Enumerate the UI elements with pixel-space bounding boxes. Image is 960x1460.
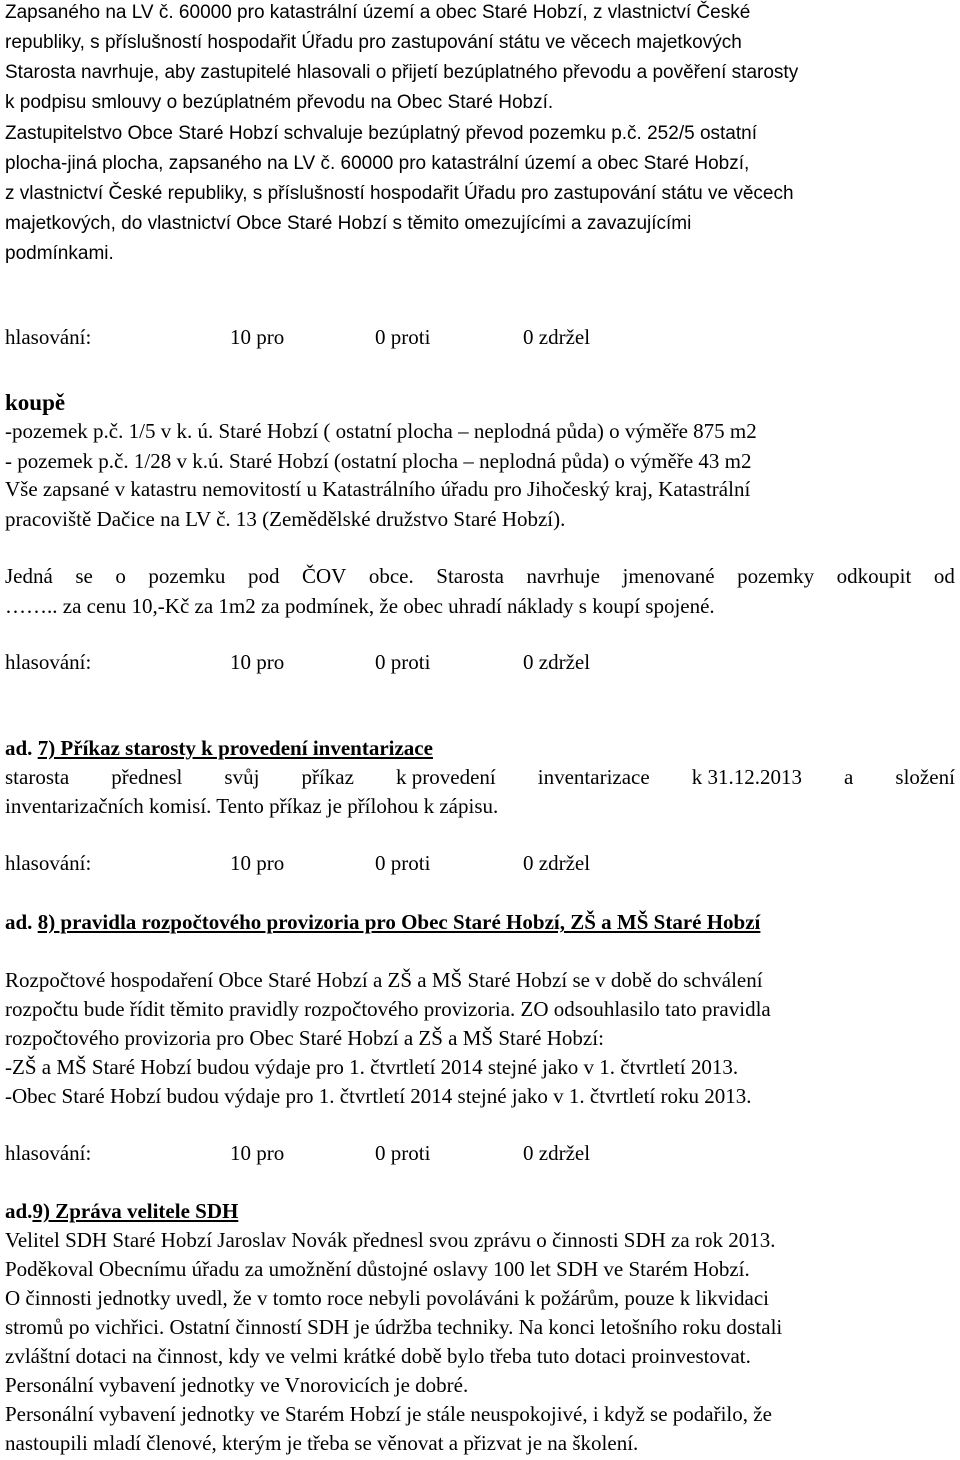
- ad9-line: Personální vybavení jednotky ve Vnorovicích je dobré.: [5, 1373, 469, 1397]
- vote-pro: 10 pro: [230, 851, 285, 875]
- vote-proti: 0 proti: [375, 650, 431, 674]
- section-prefix: ad.: [5, 736, 38, 760]
- koupe-paragraph-line: [5, 566, 955, 587]
- section-heading-ad9: [5, 1201, 238, 1222]
- ad7-line: [5, 767, 955, 788]
- word: odkoupit: [836, 564, 912, 588]
- word: svůj: [224, 765, 260, 789]
- koupe-line: Vše zapsané v katastru nemovitostí u Katastrálního úřadu pro Jihočeský kraj, Katastrální: [5, 477, 751, 501]
- section-heading-ad7: [5, 738, 433, 759]
- word: Starosta: [436, 564, 504, 588]
- ad9-line: Velitel SDH Staré Hobzí Jaroslav Novák přednesl svou zprávu o činnosti SDH za rok 2013.: [5, 1228, 776, 1252]
- section-title: 8) pravidla rozpočtového provizoria pro Obec Staré Hobzí, ZŠ a MŠ Staré Hobzí: [37, 910, 761, 934]
- intro-line: k podpisu smlouvy o bezúplatném převodu na Obec Staré Hobzí.: [5, 92, 554, 113]
- section-prefix: ad.: [5, 1199, 33, 1223]
- word: k provedení: [396, 765, 496, 789]
- word: přednesl: [111, 765, 183, 789]
- vote-proti: 0 proti: [375, 851, 431, 875]
- vote-pro: 10 pro: [230, 325, 285, 349]
- ad9-line: Personální vybavení jednotky ve Starém Hobzí je stále neuspokojivé, i když se podařilo, že: [5, 1402, 772, 1426]
- vote-label: hlasování:: [5, 325, 92, 349]
- word: pod: [247, 564, 280, 588]
- intro-line: republiky, s příslušností hospodařit Úřadu pro zastupování státu ve věcech majetkových: [5, 32, 742, 53]
- vote-proti: 0 proti: [375, 325, 431, 349]
- ad9-line: stromů po vichřici. Ostatní činností SDH je údržba techniky. Na konci letošního roku dostali: [5, 1315, 783, 1339]
- word: inventarizace: [537, 765, 650, 789]
- word: příkaz: [301, 765, 354, 789]
- section-title: 9) Zpráva velitele SDH: [32, 1199, 239, 1223]
- word: k 31.12.2013: [691, 765, 802, 789]
- vote-zdrzel: 0 zdržel: [523, 851, 591, 875]
- word: se: [75, 564, 93, 588]
- intro-line: Starosta navrhuje, aby zastupitelé hlasovali o přijetí bezúplatného převodu a pověření starosty: [5, 62, 799, 83]
- intro-line: podmínkami.: [5, 243, 114, 264]
- ad8-line: -ZŠ a MŠ Staré Hobzí budou výdaje pro 1. čtvrtletí 2014 stejné jako v 1. čtvrtletí 2013.: [5, 1055, 739, 1079]
- word: ČOV: [301, 564, 347, 588]
- vote-proti: 0 proti: [375, 1141, 431, 1165]
- koupe-line: - pozemek p.č. 1/28 v k.ú. Staré Hobzí (ostatní plocha – neplodná půda) o výměře 43 m2: [5, 449, 752, 473]
- section-prefix: ad.: [5, 910, 38, 934]
- word: složení: [895, 765, 955, 789]
- vote-zdrzel: 0 zdržel: [523, 1141, 591, 1165]
- vote-label: hlasování:: [5, 650, 92, 674]
- ad9-line: O činnosti jednotky uvedl, že v tomto roce nebyli povoláváni k požárům, pouze k likvidaci: [5, 1286, 769, 1310]
- ad9-line: zvláštní dotaci na činnost, kdy ve velmi krátké době bylo třeba tuto dotaci proinvestovat.: [5, 1344, 751, 1368]
- word: navrhuje: [526, 564, 600, 588]
- vote-label: hlasování:: [5, 1141, 92, 1165]
- word: a: [844, 765, 854, 789]
- intro-line: Zastupitelstvo Obce Staré Hobzí schvaluje bezúplatný převod pozemku p.č. 252/5 ostatní: [5, 123, 757, 144]
- intro-line: plocha-jiná plocha, zapsaného na LV č. 60000 pro katastrální území a obec Staré Hobzí,: [5, 153, 750, 174]
- ad9-line: Poděkoval Obecnímu úřadu za umožnění důstojné oslavy 100 let SDH ve Starém Hobzí.: [5, 1257, 750, 1281]
- vote-zdrzel: 0 zdržel: [523, 650, 591, 674]
- word: pozemky: [737, 564, 815, 588]
- word: od: [933, 564, 955, 588]
- ad8-line: -Obec Staré Hobzí budou výdaje pro 1. čtvrtletí 2014 stejné jako v 1. čtvrtletí roku 2013.: [5, 1084, 752, 1108]
- ad8-line: rozpočtového provizoria pro Obec Staré Hobzí a ZŠ a MŠ Staré Hobzí:: [5, 1026, 604, 1050]
- ad8-line: Rozpočtové hospodaření Obce Staré Hobzí a ZŠ a MŠ Staré Hobzí se v době do schválení: [5, 968, 763, 992]
- section-heading-ad8: [5, 912, 760, 933]
- word: starosta: [5, 765, 70, 789]
- word: o: [115, 564, 126, 588]
- word: pozemku: [148, 564, 226, 588]
- intro-line: z vlastnictví České republiky, s příslušností hospodařit Úřadu pro zastupování státu ve věcech: [5, 183, 794, 204]
- word: Jedná: [5, 564, 53, 588]
- vote-pro: 10 pro: [230, 1141, 285, 1165]
- vote-label: hlasování:: [5, 851, 92, 875]
- vote-zdrzel: 0 zdržel: [523, 325, 591, 349]
- ad8-line: rozpočtu bude řídit těmito pravidly rozpočtového provizoria. ZO odsouhlasilo tato pravidla: [5, 997, 771, 1021]
- ad9-line: nastoupili mladí členové, kterým je třeba se věnovat a přizvat je na školení.: [5, 1431, 639, 1455]
- section-title: 7) Příkaz starosty k provedení inventarizace: [37, 736, 433, 760]
- word: jmenované: [622, 564, 715, 588]
- koupe-line: pracoviště Dačice na LV č. 13 (Zemědělské družstvo Staré Hobzí).: [5, 507, 566, 531]
- section-heading-koupe: koupě: [5, 390, 66, 415]
- word: obce.: [368, 564, 414, 588]
- intro-line: majetkových, do vlastnictví Obce Staré Hobzí s těmito omezujícími a zavazujícími: [5, 213, 692, 234]
- koupe-paragraph-line: …….. za cenu 10,-Kč za 1m2 za podmínek, že obec uhradí náklady s koupí spojené.: [5, 594, 715, 618]
- vote-pro: 10 pro: [230, 650, 285, 674]
- ad7-line: inventarizačních komisí. Tento příkaz je přílohou k zápisu.: [5, 794, 499, 818]
- intro-line: Zapsaného na LV č. 60000 pro katastrální území a obec Staré Hobzí, z vlastnictví České: [5, 2, 751, 23]
- koupe-line: -pozemek p.č. 1/5 v k. ú. Staré Hobzí ( ostatní plocha – neplodná půda) o výměře 875 m2: [5, 419, 757, 443]
